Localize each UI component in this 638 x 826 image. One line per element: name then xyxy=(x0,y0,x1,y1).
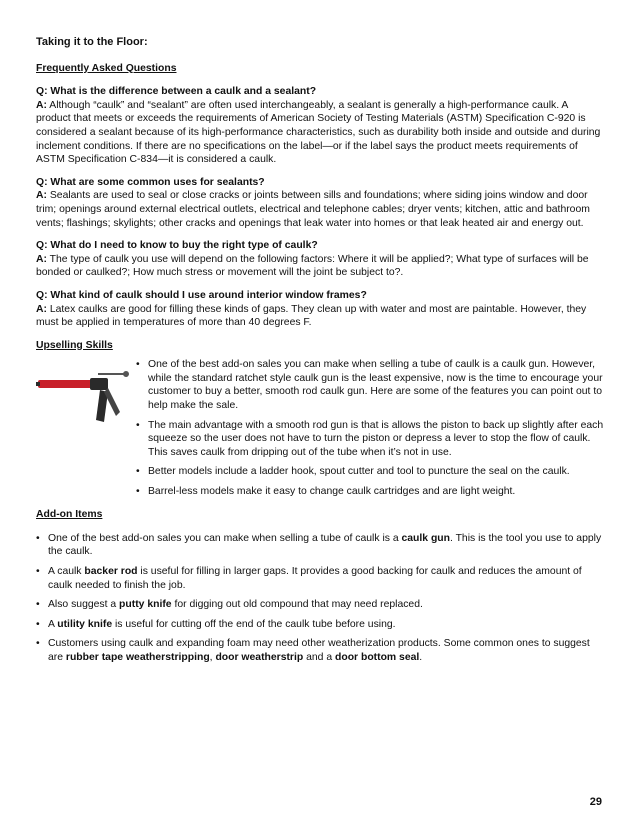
list-item: • A caulk backer rod is useful for filling in larger gaps. It provides a good backing for caulk and reduces the amount of caulk needed to finish the job. xyxy=(36,566,582,591)
upselling-heading: Upselling Skills xyxy=(36,339,113,351)
faq-heading: Frequently Asked Questions xyxy=(36,62,177,74)
list-item: • A utility knife is useful for cutting off the end of the caulk tube before using. xyxy=(36,618,396,630)
faq-item xyxy=(36,289,604,330)
faq-item xyxy=(36,176,604,230)
gun-body xyxy=(90,378,108,390)
faq-answer: A: Latex caulks are good for filling these kinds of gaps. They clean up with water and most are paintable. However, they must be applied in temperatures of more than 40 degrees F. xyxy=(36,303,587,329)
list-item: • Also suggest a putty knife for digging out old compound that may need replaced. xyxy=(36,599,423,611)
faq-answer: A: Sealants are used to seal or close cracks or joints between sills and foundations; where siding joins window and door trim; openings around external electrical outlets, electrical and telephone cables; dryer vents; kitchen, attic and bathroom vents; flashings; skylights; other cracks and openings that leak water into homes or that leak heated air and energy out. xyxy=(36,190,590,229)
faq-question: Q: What is the difference between a caulk and a sealant? xyxy=(36,86,317,98)
page-heading: Taking it to the Floor: xyxy=(36,36,148,48)
faq-question: Q: What are some common uses for sealants? xyxy=(36,176,265,188)
addon-list xyxy=(36,532,604,665)
faq-answer: A: The type of caulk you use will depend on the following factors: Where it will be applied?; What type of surfaces will be bonded or caulked?; How much stress or movement will the joint be subject to?. xyxy=(36,253,589,279)
document-page xyxy=(36,36,604,671)
faq-item xyxy=(36,85,604,167)
list-item: • The main advantage with a smooth rod gun is that is allows the piston to back up slightly after each squeeze so the user does not have to turn the piston or depress a lever to stop the flow of caulk. This saves caulk from dripping out of the tube when it’s not in use. xyxy=(136,419,604,458)
gun-barrel xyxy=(38,380,94,388)
gun-tip xyxy=(36,382,40,386)
faq-item xyxy=(36,239,604,280)
caulk-gun-icon xyxy=(36,368,136,430)
gun-rod-end xyxy=(123,371,129,377)
list-item: • One of the best add-on sales you can make when selling a tube of caulk is a caulk gun. This is the tool you use to apply the caulk. xyxy=(36,532,602,558)
list-item: • Customers using caulk and expanding foam may need other weatherization products. Some common ones to suggest are rubber tape weatherstripping, door weatherstrip and a door bottom seal. xyxy=(36,638,590,664)
faq-question: Q: What kind of caulk should I use around interior window frames? xyxy=(36,289,367,301)
list-item: • One of the best add-on sales you can make when selling a tube of caulk is a caulk gun. However, while the standard ratchet style caulk gun is the least expensive, now is the time to encourage your customer to buy a better, smooth rod caulk gun. Here are some of the features you can point out to help make the sale. xyxy=(136,359,603,412)
list-item: • Better models include a ladder hook, spout cutter and tool to puncture the seal on the caulk. xyxy=(136,466,570,478)
addon-heading: Add-on Items xyxy=(36,509,103,521)
upselling-section xyxy=(36,358,604,500)
upselling-list xyxy=(136,358,604,504)
list-item: • Barrel-less models make it easy to change caulk cartridges and are light weight. xyxy=(136,486,516,498)
faq-answer: A: Although “caulk” and “sealant” are often used interchangeably, a sealant is generally a high-performance caulk. A product that meets or exceeds the requirements of American Society of Testing Materials (ASTM) Specification C-920 is considered a sealant because of its high-performance characteristics, such as durability both inside and outside and during inclement conditions. If there are no specifications on the label—or if the label says the product meets requirements of ASTM Specification C-834—it is considered a caulk. xyxy=(36,99,601,166)
page-number: 29 xyxy=(589,796,602,808)
faq-question: Q: What do I need to know to buy the right type of caulk? xyxy=(36,240,318,252)
